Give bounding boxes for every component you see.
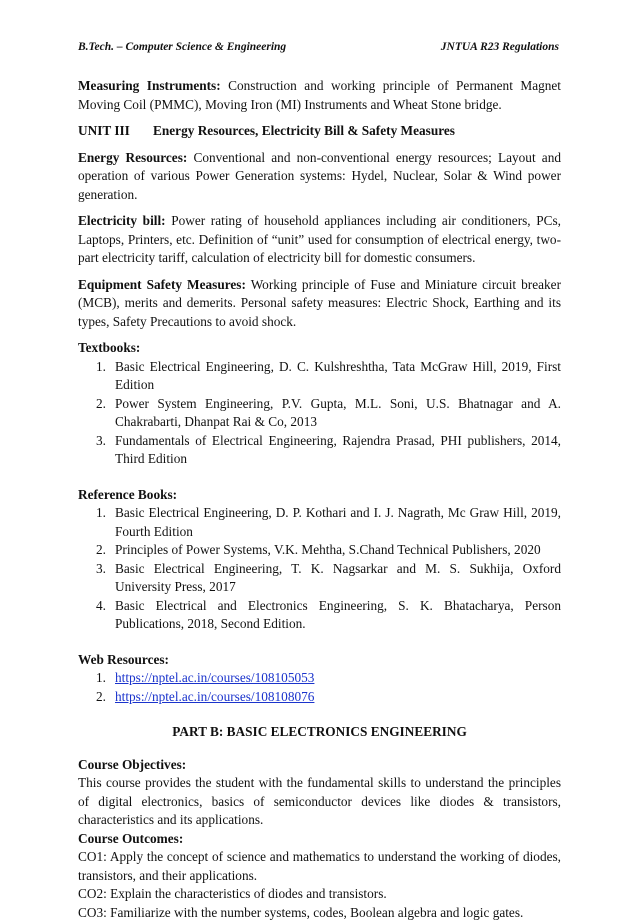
page-content	[78, 77, 561, 922]
nptel-link-2[interactable]: https://nptel.ac.in/courses/108108076	[115, 689, 314, 704]
energy-label: Energy Resources:	[78, 150, 187, 165]
safety-measures-paragraph	[78, 276, 561, 332]
energy-resources-paragraph	[78, 149, 561, 205]
page-header	[78, 41, 561, 55]
list-item: 1. Basic Electrical Engineering, D. P. Kothari and I. J. Nagrath, Mc Graw Hill, 2019, Fourth Edition	[78, 504, 561, 541]
course-objectives-heading: Course Objectives:	[78, 756, 561, 775]
list-item: 1. Basic Electrical Engineering, D. C. Kulshreshtha, Tata McGraw Hill, 2019, First Edition	[78, 358, 561, 395]
bill-label: Electricity bill:	[78, 213, 166, 228]
course-objectives-text: This course provides the student with the fundamental skills to understand the principles of digital electronics, basics of semiconductor devices like diodes & transistors, characteristics and its applications.	[78, 774, 561, 830]
web-resources-section	[78, 651, 561, 707]
electricity-bill-paragraph	[78, 212, 561, 268]
list-item: 2. https://nptel.ac.in/courses/108108076	[78, 688, 561, 707]
safety-label: Equipment Safety Measures:	[78, 277, 246, 292]
bill-text: Power rating of household appliances including air conditioners, PCs, Laptops, Printers, etc. Definition of “unit” used for consumption of electrical energy, two-part electricity tariff, calculation of electricity bill for domestic consumers.	[78, 213, 561, 265]
course-outcome-2: CO2: Explain the characteristics of diodes and transistors.	[78, 885, 561, 904]
list-item: 4. Basic Electrical and Electronics Engineering, S. K. Bhatacharya, Person Publications, 2018, Second Edition.	[78, 597, 561, 634]
textbooks-list	[78, 358, 561, 469]
safety-text: Working principle of Fuse and Miniature circuit breaker (MCB), merits and demerits. Personal safety measures: Electric Shock, Earthing and its types, Safety Precautions to avoid shock.	[78, 277, 561, 329]
unit-title: Energy Resources, Electricity Bill & Safety Measures	[153, 123, 455, 138]
part-b-title: PART B: BASIC ELECTRONICS ENGINEERING	[78, 723, 561, 742]
reference-books-list	[78, 504, 561, 634]
web-resources-list	[78, 669, 561, 706]
textbooks-section	[78, 339, 561, 469]
web-resources-heading: Web Resources:	[78, 651, 561, 670]
measuring-label: Measuring Instruments:	[78, 78, 221, 93]
list-item: 1. https://nptel.ac.in/courses/108105053	[78, 669, 561, 688]
unit-number: UNIT III	[78, 122, 153, 141]
list-item: 2. Principles of Power Systems, V.K. Mehtha, S.Chand Technical Publishers, 2020	[78, 541, 561, 560]
reference-books-heading: Reference Books:	[78, 486, 561, 505]
header-program: B.Tech. – Computer Science & Engineering	[78, 41, 286, 53]
course-outcome-3: CO3: Familiarize with the number systems, codes, Boolean algebra and logic gates.	[78, 904, 561, 922]
reference-books-section	[78, 486, 561, 634]
course-outcomes-heading: Course Outcomes:	[78, 830, 561, 849]
header-regulation: JNTUA R23 Regulations	[441, 41, 559, 53]
textbooks-heading: Textbooks:	[78, 339, 561, 358]
list-item: 3. Basic Electrical Engineering, T. K. Nagsarkar and M. S. Sukhija, Oxford University Press, 2017	[78, 560, 561, 597]
list-item: 2. Power System Engineering, P.V. Gupta, M.L. Soni, U.S. Bhatnagar and A. Chakrabarti, Dhanpat Rai & Co, 2013	[78, 395, 561, 432]
energy-text: Conventional and non-conventional energy resources; Layout and operation of various Power Generation systems: Hydel, Nuclear, Solar & Wind power generation.	[78, 150, 561, 202]
measuring-text: Construction and working principle of Permanent Magnet Moving Coil (PMMC), Moving Iron (MI) Instruments and Wheat Stone bridge.	[78, 78, 561, 112]
course-outcome-1: CO1: Apply the concept of science and mathematics to understand the working of diodes, transistors, and their applications.	[78, 848, 561, 885]
list-item: 3. Fundamentals of Electrical Engineering, Rajendra Prasad, PHI publishers, 2014, Third Edition	[78, 432, 561, 469]
unit-heading	[78, 122, 561, 141]
measuring-instruments-paragraph	[78, 77, 561, 114]
nptel-link-1[interactable]: https://nptel.ac.in/courses/108105053	[115, 670, 314, 685]
